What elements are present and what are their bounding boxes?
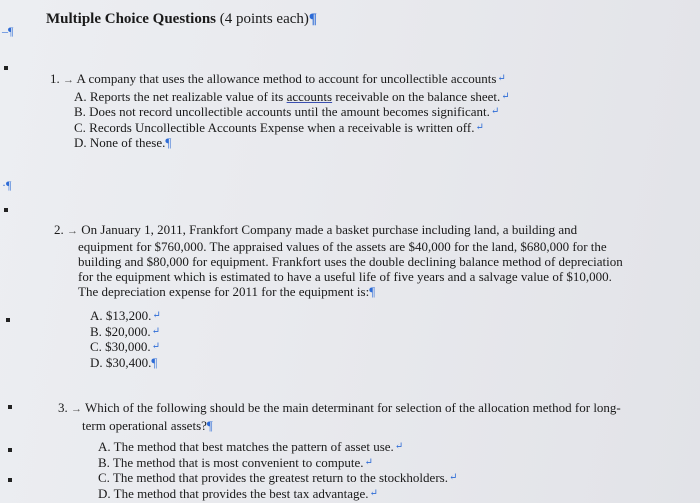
question-line-5: The depreciation expense for 2011 for the equipment is:¶ xyxy=(78,284,376,299)
question-number: 2. xyxy=(54,222,64,237)
option-b[interactable]: B. $20,000.↵ xyxy=(90,323,161,339)
line-break-icon: ↵ xyxy=(364,456,373,468)
paragraph-mark-icon: ¶ xyxy=(206,417,213,433)
line-break-icon: ↵ xyxy=(501,90,510,102)
line-break-icon: ↵ xyxy=(151,341,161,352)
paragraph-mark-icon: –¶ xyxy=(2,24,14,38)
tab-arrow-icon: → xyxy=(67,225,78,237)
question-line-3: building and $80,000 for equipment. Frankfort uses the double declining balance method of depreciation xyxy=(78,254,623,269)
bullet-marker xyxy=(8,448,12,452)
option-a[interactable]: A. The method that best matches the pattern of asset use.↵ xyxy=(98,439,404,454)
option-a[interactable]: A. Reports the net realizable value of its accounts receivable on the balance sheet.↵ xyxy=(74,88,510,104)
paragraph-mark-icon: ¶ xyxy=(165,135,172,150)
title-points: (4 points each) xyxy=(216,11,309,27)
underlined-word: accounts xyxy=(286,88,333,104)
line-break-icon: ↵ xyxy=(394,441,404,452)
line-break-icon: ↵ xyxy=(497,73,506,84)
line-break-icon: ↵ xyxy=(151,325,161,337)
bullet-marker xyxy=(6,318,10,322)
option-d[interactable]: D. $30,400.¶ xyxy=(90,354,158,370)
question-line-2: equipment for $760,000. The appraised values of the assets are $40,000 for the land, $680,000 for the xyxy=(78,239,607,254)
paragraph-mark-icon: ¶ xyxy=(369,284,376,299)
bullet-marker xyxy=(8,478,12,482)
option-d[interactable]: D. The method that provides the best tax advantage.↵ xyxy=(98,485,378,501)
question-3 xyxy=(58,400,621,501)
option-d[interactable]: D. None of these.¶ xyxy=(74,135,172,150)
line-break-icon: ↵ xyxy=(152,310,161,321)
option-b[interactable]: B. The method that is most convenient to compute.↵ xyxy=(98,454,373,470)
option-c[interactable]: C. $30,000.↵ xyxy=(90,339,161,354)
bullet-marker xyxy=(4,208,8,212)
question-number: 3. xyxy=(58,400,68,415)
page-title xyxy=(46,11,317,28)
tab-arrow-icon: → xyxy=(71,403,82,415)
question-number: 1. xyxy=(50,71,60,86)
line-break-icon: ↵ xyxy=(475,121,484,133)
title-bold: Multiple Choice Questions xyxy=(46,11,217,27)
option-c[interactable]: C. Records Uncollectible Accounts Expense when a receivable is written off.↵ xyxy=(74,119,484,135)
option-a[interactable]: A. $13,200.↵ xyxy=(90,308,161,323)
option-c[interactable]: C. The method that provides the greatest return to the stockholders.↵ xyxy=(98,470,458,485)
question-1 xyxy=(50,71,510,151)
question-stem: A company that uses the allowance method to account for uncollectible accounts xyxy=(76,71,497,86)
bullet-marker xyxy=(4,66,8,70)
line-break-icon: ↵ xyxy=(490,106,500,117)
paragraph-mark-icon: ¶ xyxy=(308,11,318,27)
paragraph-mark-icon: ·¶ xyxy=(2,178,12,192)
bullet-marker xyxy=(8,405,12,409)
line-break-icon: ↵ xyxy=(369,487,378,499)
line-break-icon: ↵ xyxy=(448,472,458,483)
question-line-4: for the equipment which is estimated to have a useful life of five years and a salvage value of $10,000. xyxy=(78,269,612,284)
paragraph-mark-icon: ¶ xyxy=(151,354,158,370)
question-line-1: On January 1, 2011, Frankfort Company made a basket purchase including land, a building and xyxy=(81,222,578,237)
option-b[interactable]: B. Does not record uncollectible accounts until the amount becomes significant.↵ xyxy=(74,104,500,119)
question-line-1: Which of the following should be the main determinant for selection of the allocation method for long- xyxy=(85,400,621,415)
question-line-2: term operational assets?¶ xyxy=(82,417,213,433)
question-2 xyxy=(54,222,623,370)
tab-arrow-icon: → xyxy=(63,74,74,86)
